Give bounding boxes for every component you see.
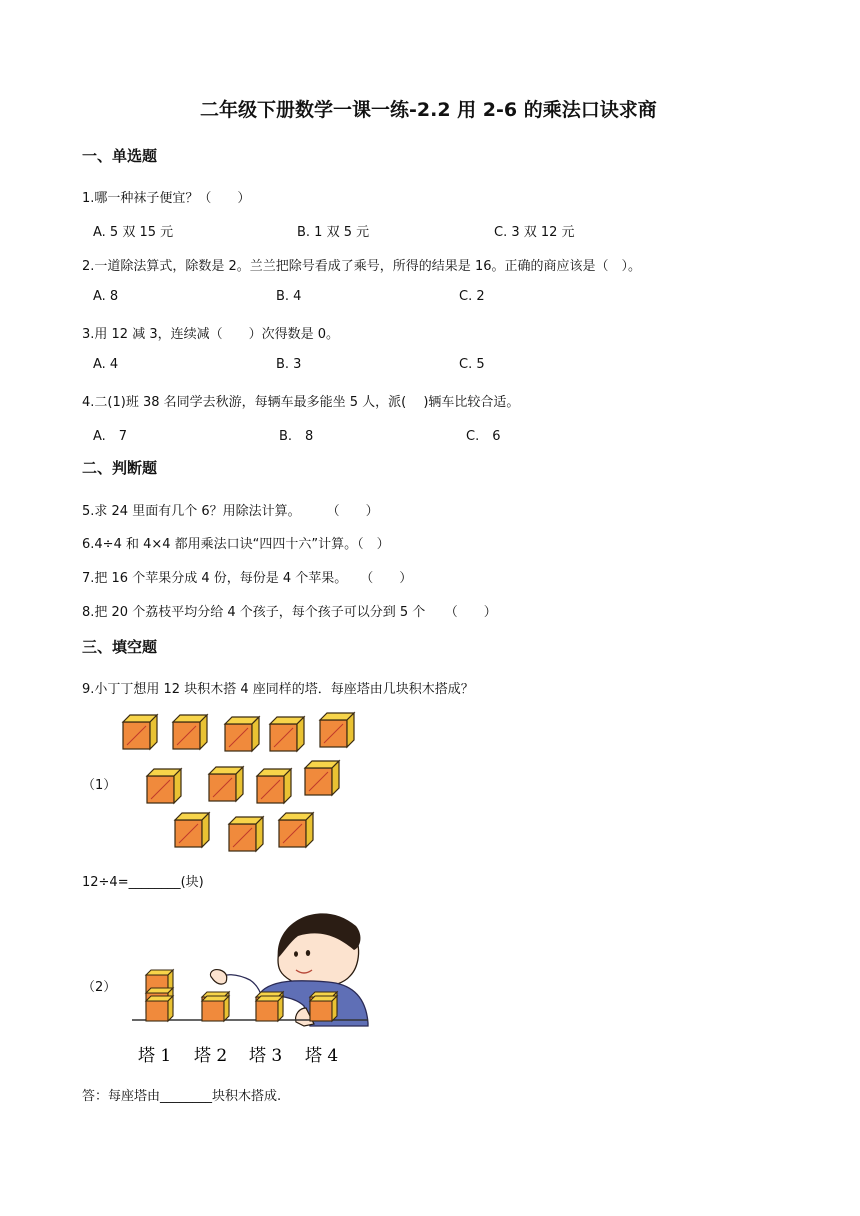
question-7: 7.把 16 个苹果分成 4 份，每份是 4 个苹果。 （ ） [82, 571, 413, 586]
tower-label-3: 塔 3 [249, 1046, 283, 1066]
question-8: 8.把 20 个荔枝平均分给 4 个孩子，每个孩子可以分到 5 个 （ ） [82, 605, 497, 620]
q1-option-a: A. 5 双 15 元 [93, 225, 174, 240]
question-1: 1.哪一种袜子便宜？（ ） [82, 191, 251, 206]
question-9: 9.小丁丁想用 12 块积木搭 4 座同样的塔．每座塔由几块积木搭成？ [82, 682, 474, 697]
block [173, 715, 207, 749]
part-2-answer: 答：每座塔由________块积木搭成. [82, 1089, 282, 1104]
block [209, 767, 243, 801]
section-heading-fill-in: 三、填空题 [82, 638, 158, 656]
page-title: 二年级下册数学一课一练-2.2 用 2-6 的乘法口诀求商 [200, 99, 657, 121]
q4-option-b: B. 8 [279, 429, 314, 444]
tower-4 [310, 992, 337, 1021]
section-heading-single-choice: 一、单选题 [82, 147, 158, 165]
q3-option-b: B. 3 [276, 357, 302, 372]
block [123, 715, 157, 749]
tower-1 [146, 970, 173, 1021]
boy-figure [210, 913, 368, 1026]
tower-label-2: 塔 2 [194, 1046, 228, 1066]
question-6: 6.4÷4 和 4×4 都用乘法口诀“四四十六”计算。（ ） [82, 537, 390, 552]
block [270, 717, 304, 751]
q3-option-a: A. 4 [93, 357, 119, 372]
section-heading-true-false: 二、判断题 [82, 459, 158, 477]
part-2-label: （2） [82, 980, 117, 995]
block [279, 813, 313, 847]
block [229, 817, 263, 851]
tower-3 [256, 992, 283, 1021]
q4-option-a: A. 7 [93, 429, 128, 444]
block [257, 769, 291, 803]
block [225, 717, 259, 751]
q2-option-c: C. 2 [459, 289, 485, 304]
q1-option-c: C. 3 双 12 元 [494, 225, 575, 240]
blocks-illustration [115, 705, 365, 860]
q2-option-a: A. 8 [93, 289, 119, 304]
q3-option-c: C. 5 [459, 357, 485, 372]
question-3: 3.用 12 减 3，连续减（ ）次得数是 0。 [82, 327, 340, 342]
block [305, 761, 339, 795]
question-4: 4.二(1)班 38 名同学去秋游，每辆车最多能坐 5 人，派( )辆车比较合适。 [82, 395, 520, 410]
part-1-label: （1） [82, 778, 117, 793]
q1-option-b: B. 1 双 5 元 [297, 225, 370, 240]
question-2: 2.一道除法算式，除数是 2。兰兰把除号看成了乘号，所得的结果是 16。正确的商应该是（ ）。 [82, 259, 641, 274]
q2-option-b: B. 4 [276, 289, 302, 304]
q4-option-c: C. 6 [466, 429, 501, 444]
towers-illustration [128, 898, 373, 1070]
tower-label-4: 塔 4 [305, 1046, 339, 1066]
question-5: 5.求 24 里面有几个 6？用除法计算。 （ ） [82, 504, 379, 519]
tower-2 [202, 992, 229, 1021]
tower-label-1: 塔 1 [138, 1046, 172, 1066]
block [320, 713, 354, 747]
block [147, 769, 181, 803]
block [175, 813, 209, 847]
part-1-answer: 12÷4=________(块) [82, 875, 204, 890]
